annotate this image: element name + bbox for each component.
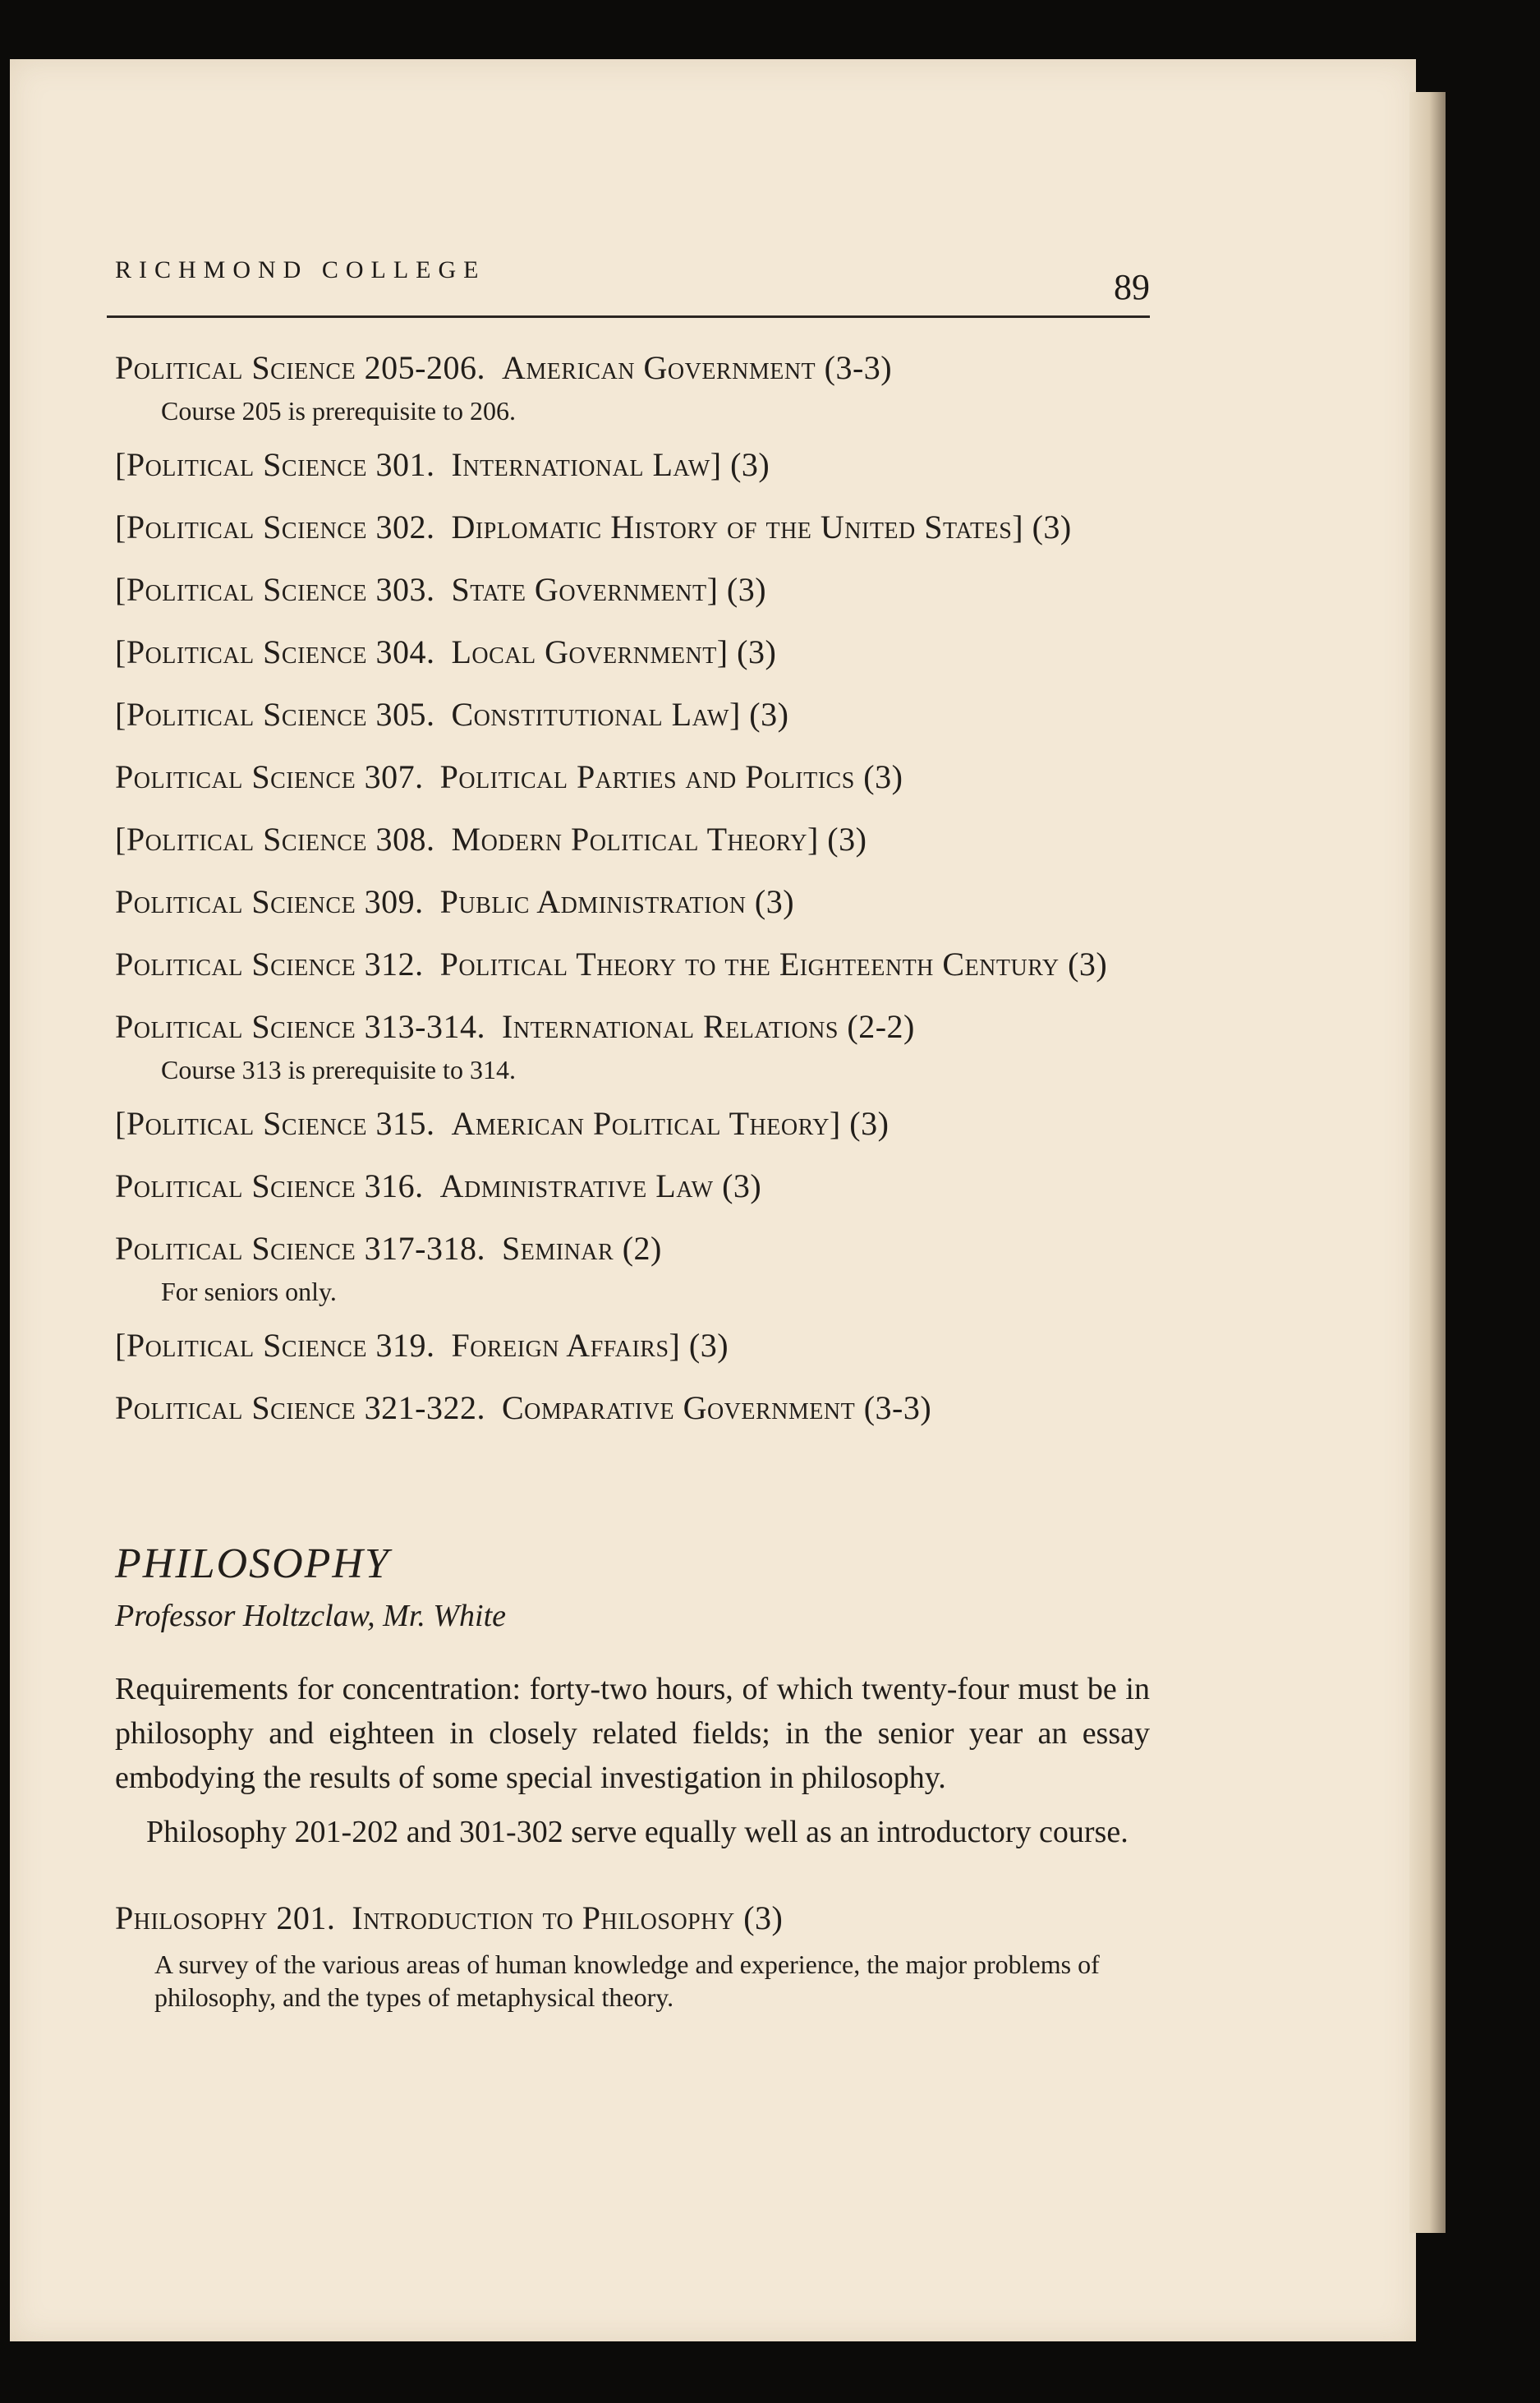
course-number: Philosophy 201. bbox=[115, 1899, 336, 1936]
course-title: Diplomatic History of the United States] (3) bbox=[451, 509, 1072, 546]
course-title: American Political Theory] (3) bbox=[451, 1105, 890, 1142]
course-number: Political Science 317-318. bbox=[115, 1230, 485, 1267]
course-title: Public Administration (3) bbox=[439, 883, 795, 920]
requirements-paragraph: Requirements for concentration: forty-two hours, of which twenty-four must be in philosophy and eighteen in closely related fields; in the senior year an essay embodying the results of some special investigation in philosophy. bbox=[115, 1672, 1150, 1795]
course-title: American Government (3-3) bbox=[502, 349, 893, 386]
course-entry bbox=[115, 440, 1150, 490]
course-entry bbox=[115, 1383, 1150, 1433]
course-number: Political Science 313-314. bbox=[115, 1008, 485, 1045]
course-number: [Political Science 315. bbox=[115, 1105, 435, 1142]
course-title: Constitutional Law] (3) bbox=[451, 696, 789, 733]
course-entry bbox=[115, 877, 1150, 927]
course-title: Seminar (2) bbox=[502, 1230, 662, 1267]
course-number: [Political Science 319. bbox=[115, 1327, 435, 1364]
course-number: [Political Science 304. bbox=[115, 633, 435, 670]
course-entry bbox=[115, 1321, 1150, 1370]
course-number: [Political Science 305. bbox=[115, 696, 435, 733]
course-description: A survey of the various areas of human knowledge and experience, the major problems of philosophy, and the types of metaphysical theory. bbox=[154, 1950, 1100, 2012]
page-header bbox=[107, 246, 1150, 318]
page-edge bbox=[1409, 92, 1446, 2233]
course-entry bbox=[115, 940, 1150, 989]
faculty-line: Professor Holtzclaw, Mr. White bbox=[115, 1599, 507, 1633]
course-entry bbox=[115, 565, 1150, 615]
course-number: Political Science 321-322. bbox=[115, 1389, 485, 1426]
course-note: Course 313 is prerequisite to 314. bbox=[161, 1055, 516, 1084]
course-note: Course 205 is prerequisite to 206. bbox=[161, 396, 516, 426]
course-entry bbox=[115, 1894, 1150, 1943]
course-title: Introduction to Philosophy (3) bbox=[352, 1899, 784, 1936]
course-note: For seniors only. bbox=[161, 1277, 337, 1306]
course-title: State Government] (3) bbox=[451, 571, 767, 608]
course-number: Political Science 307. bbox=[115, 758, 424, 795]
running-head: RICHMOND COLLEGE bbox=[115, 256, 486, 283]
course-entry bbox=[115, 628, 1150, 677]
course-number: Political Science 316. bbox=[115, 1167, 424, 1204]
course-entry bbox=[115, 1224, 1150, 1273]
course-entry bbox=[115, 1162, 1150, 1211]
course-title: International Law] (3) bbox=[451, 446, 770, 483]
section-title: PHILOSOPHY bbox=[115, 1540, 390, 1587]
course-number: Political Science 205-206. bbox=[115, 349, 485, 386]
course-entry bbox=[115, 1099, 1150, 1149]
course-number: [Political Science 301. bbox=[115, 446, 435, 483]
page-content bbox=[115, 343, 1150, 2014]
course-entry bbox=[115, 690, 1150, 739]
course-title: Foreign Affairs] (3) bbox=[451, 1327, 729, 1364]
course-title: Administrative Law (3) bbox=[439, 1167, 762, 1204]
course-entry bbox=[115, 815, 1150, 864]
course-number: [Political Science 302. bbox=[115, 509, 435, 546]
course-title: International Relations (2-2) bbox=[502, 1008, 915, 1045]
course-number: Political Science 309. bbox=[115, 883, 424, 920]
intro-note-paragraph: Philosophy 201-202 and 301-302 serve equally well as an introductory course. bbox=[146, 1815, 1129, 1849]
course-entry bbox=[115, 753, 1150, 802]
course-title: Political Theory to the Eighteenth Century (3) bbox=[439, 946, 1108, 983]
course-number: Political Science 312. bbox=[115, 946, 424, 983]
course-number: [Political Science 308. bbox=[115, 821, 435, 858]
course-number: [Political Science 303. bbox=[115, 571, 435, 608]
course-entry bbox=[115, 343, 1150, 393]
course-entry bbox=[115, 1002, 1150, 1052]
course-entry bbox=[115, 503, 1150, 552]
course-title: Local Government] (3) bbox=[451, 633, 777, 670]
course-title: Modern Political Theory] (3) bbox=[451, 821, 867, 858]
page-number: 89 bbox=[1114, 267, 1150, 307]
course-title: Political Parties and Politics (3) bbox=[439, 758, 903, 795]
course-title: Comparative Government (3-3) bbox=[502, 1389, 932, 1426]
